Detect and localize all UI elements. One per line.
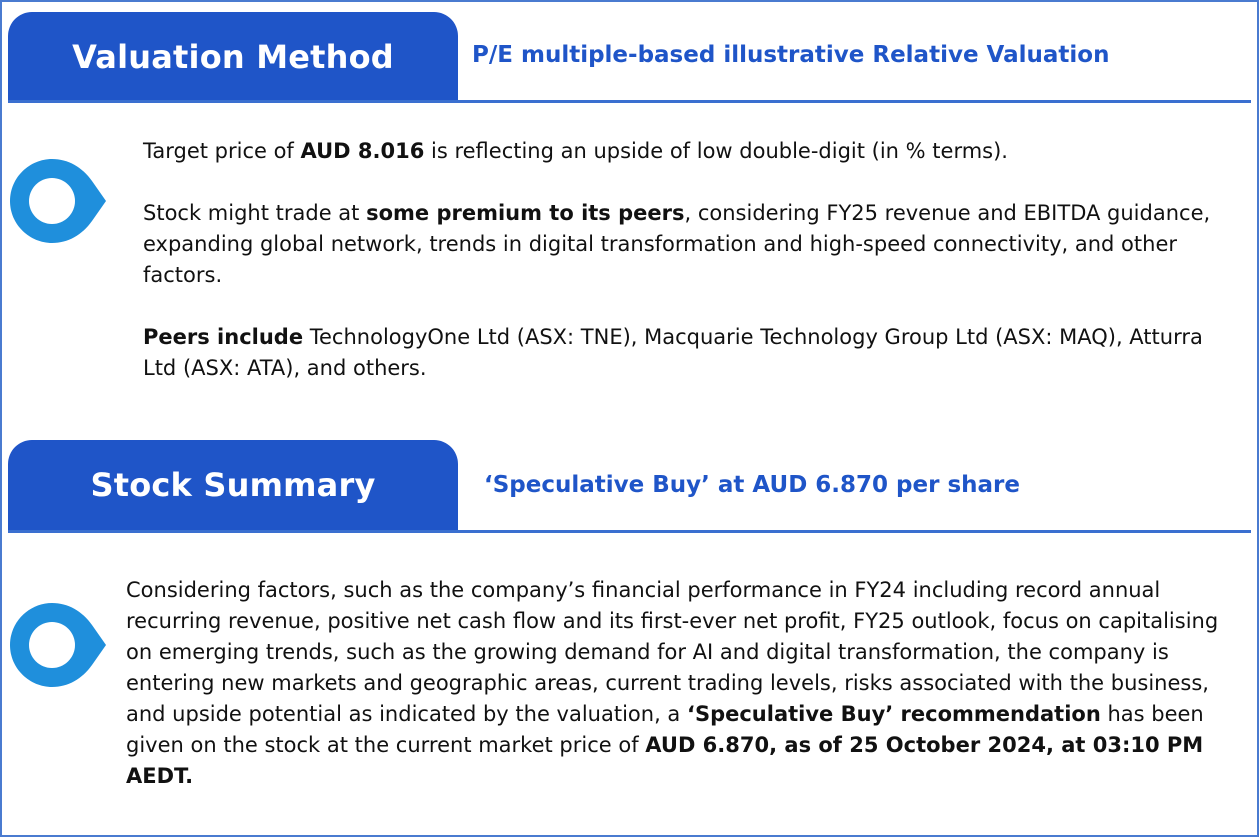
valuation-header-subtitle: P/E multiple-based illustrative Relative Valuation bbox=[472, 42, 1110, 68]
summary-paragraph: Considering factors, such as the company’s financial performance in FY24 including record annual recurring revenue, positive net cash flow and its first-ever net profit, FY25 outlook, focus on capitalising on emerging trends, such as the growing demand for AI and digital transformation, the company is entering new markets and geographic areas, current trading levels, risks associated with the business, and upside potential as indicated by the valuation, a ‘Speculative Buy’ recommendation has been given on the stock at the current market price of AUD 6.870, as of 25 October 2024, at 03:10 PM AEDT. bbox=[126, 578, 1219, 788]
summary-body bbox=[126, 575, 1251, 792]
location-marker-icon bbox=[6, 599, 106, 691]
summary-header-divider bbox=[8, 530, 1251, 533]
valuation-header-title: Valuation Method bbox=[8, 12, 458, 102]
valuation-body bbox=[143, 136, 1233, 384]
summary-header-subtitle: ‘Speculative Buy’ at AUD 6.870 per share bbox=[484, 472, 1020, 498]
summary-header-title: Stock Summary bbox=[8, 440, 458, 530]
stock-summary-section bbox=[0, 432, 1259, 837]
location-marker-icon bbox=[6, 155, 106, 247]
target-price-value: AUD 8.016 bbox=[300, 139, 425, 163]
premium-emphasis: some premium to its peers bbox=[366, 201, 685, 225]
peers-label: Peers include bbox=[143, 325, 304, 349]
price-date-emphasis: AUD 6.870, as of 25 October 2024, at 03:10 PM AEDT. bbox=[126, 733, 1204, 788]
premium-paragraph: Stock might trade at some premium to its peers, considering FY25 revenue and EBITDA guidance, expanding global network, trends in digital transformation and high-speed connectivity, and other factors. bbox=[143, 201, 1211, 287]
valuation-header-divider bbox=[8, 100, 1251, 103]
peers-paragraph: Peers include TechnologyOne Ltd (ASX: TNE), Macquarie Technology Group Ltd (ASX: MAQ), Atturra Ltd (ASX: ATA), and others. bbox=[143, 325, 1203, 380]
target-price-paragraph: Target price of AUD 8.016 is reflecting an upside of low double-digit (in % terms). bbox=[143, 139, 1008, 163]
recommendation-emphasis: ‘Speculative Buy’ recommendation bbox=[686, 702, 1101, 726]
